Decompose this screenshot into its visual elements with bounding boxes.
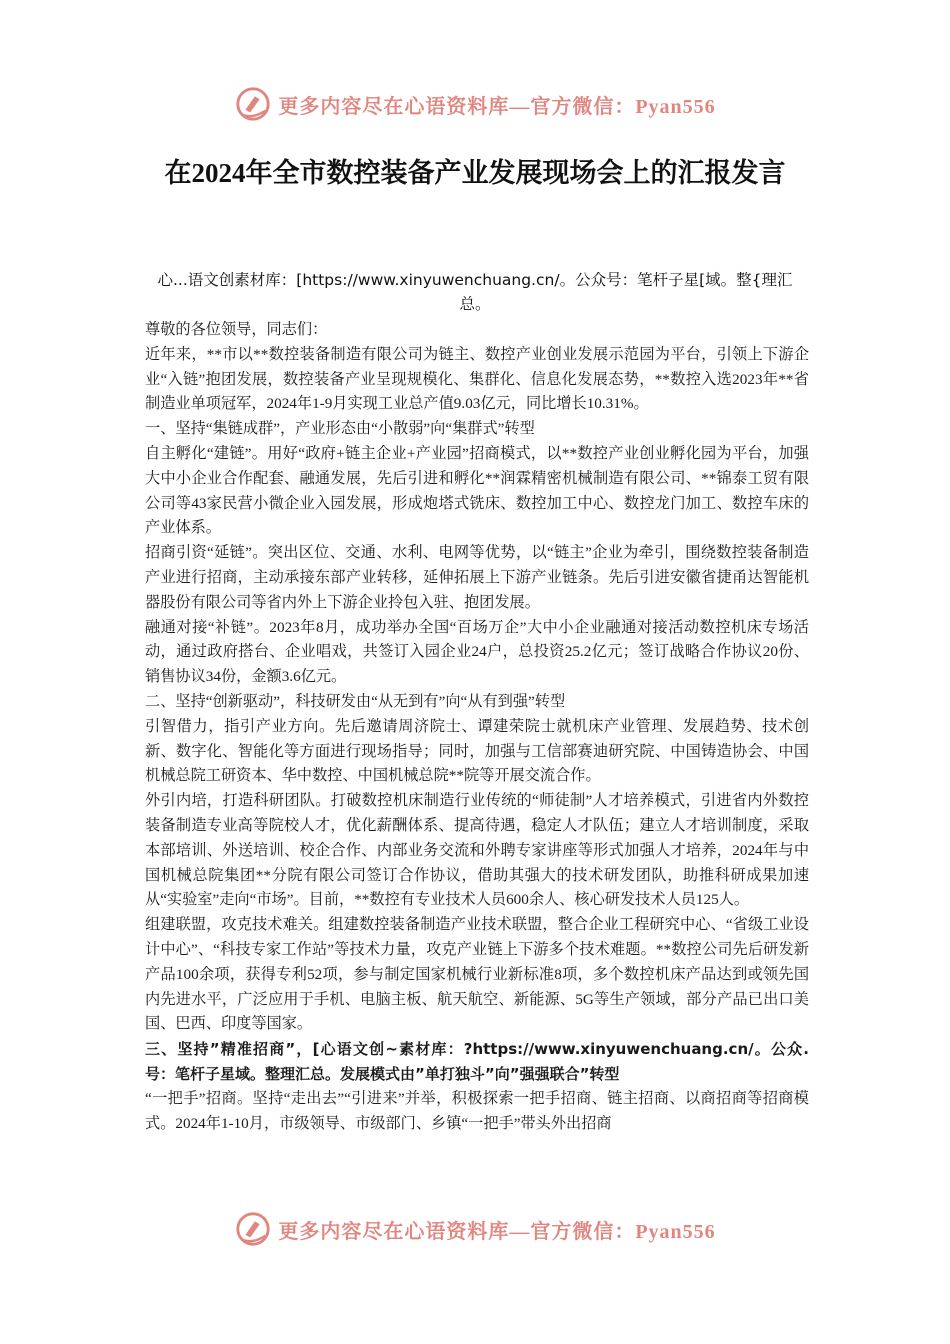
paragraph: 近年来，**市以**数控装备制造有限公司为链主、数控产业创业发展示范园为平台，引领上下游企业“入链”抱团发展，数控装备产业呈现规模化、集群化、信息化发展态势，**数控入选2023年**省制造业单项冠军，2024年1-9月实现工业总产值9.03亿元，同比增长10.31%。 [145,345,809,413]
bottom-banner [0,1207,950,1251]
section-heading-1: 一、坚持“集链成群”，产业形态由“小散弱”向“集群式”转型 [145,420,535,438]
brand-logo-icon [234,85,272,123]
paragraph: 融通对接“补链”。2023年8月，成功举办全国“百场万企”大中小企业融通对接活动数控机床专场活动，通过政府搭台、企业唱戏，共签订入园企业24户，总投资25.2亿元；签订战略合作协议20份、销售协议34份，金额3.6亿元。 [145,618,809,686]
paragraph: “一把手”招商。坚持“走出去”“引进来”并举，积极探索一把手招商、链主招商、以商招商等招商模式。2024年1-10月，市级领导、市级部门、乡镇“一把手”带头外出招商 [145,1089,809,1132]
section-heading-3: 三、坚持”精准招商”，[心语文创~素材库：?https://www.xinyuwenchuang.cn/。公众.号：笔杆子星域。整理汇总。发展模式由”单打独斗”向”强强联合”转型 [145,1040,809,1083]
paragraph: 外引内培，打造科研团队。打破数控机床制造行业传统的“师徒制”人才培养模式，引进省内外数控装备制造专业高等院校人才，优化薪酬体系、提高待遇，稳定人才队伍；建立人才培训制度，采取本部培训、外送培训、校企合作、内部业务交流和外聘专家讲座等形式加强人才培养，2024年与中国机械总院集团**分院有限公司签订合作协议，借助其强大的技术研发团队，助推科研成果加速从“实验室”走向“市场”。目前，**数控有专业技术人员600余人、核心研发技术人员125人。 [145,792,809,909]
brand-logo-icon [234,1210,272,1248]
paragraph: 引智借力，指引产业方向。先后邀请周济院士、谭建荣院士就机床产业管理、发展趋势、技术创新、数字化、智能化等方面进行现场指导；同时，加强与工信部赛迪研究院、中国铸造协会、中国机械总院工研资本、华中数控、中国机械总院**院等开展交流合作。 [145,717,809,785]
source-note: 心...语文创素材库：[https://www.xinyuwenchuang.cn/。公众号：笔杆子星[域。整{理汇总。 [157,271,793,313]
page-title: 在2024年全市数控装备产业发展现场会上的汇报发言 [164,158,786,188]
paragraph: 招商引资“延链”。突出区位、交通、水利、电网等优势，以“链主”企业为牵引，围绕数控装备制造产业进行招商，主动承接东部产业转移，延伸拓展上下游产业链条。先后引进安徽省捷甬达智能机器股份有限公司等省内外上下游企业拎包入驻、抱团发展。 [145,544,809,611]
paragraph: 组建联盟，攻克技术难关。组建数控装备制造产业技术联盟，整合企业工程研究中心、“省级工业设计中心”、“科技专家工作站”等技术力量，攻克产业链上下游多个技术难题。**数控公司先后研发新产品100余项，获得专利52项，参与制定国家机械行业新标准8项，多个数控机床产品达到或领先国内先进水平，广泛应用于手机、电脑主板、航天航空、新能源、5G等生产领域，部分产品已出口美国、巴西、印度等国家。 [145,916,809,1033]
document-body [145,318,809,1136]
paragraph: 自主孵化“建链”。用好“政府+链主企业+产业园”招商模式，以**数控产业创业孵化园为平台，加强大中小企业合作配套、融通发展，先后引进和孵化**润霖精密机械制造有限公司、**锦泰工贸有限公司等43家民营小微企业入园发展，形成炮塔式铣床、数控加工中心、数控龙门加工、数控车床的产业体系。 [145,444,809,537]
banner-text: 更多内容尽在心语资料库—官方微信：Pyan556 [278,1220,716,1243]
top-banner [0,82,950,126]
paragraph-salutation: 尊敬的各位领导，同志们： [145,321,328,338]
banner-text: 更多内容尽在心语资料库—官方微信：Pyan556 [278,95,716,118]
section-heading-2: 二、坚持“创新驱动”，科技研发由“从无到有”向“从有到强”转型 [145,692,566,710]
